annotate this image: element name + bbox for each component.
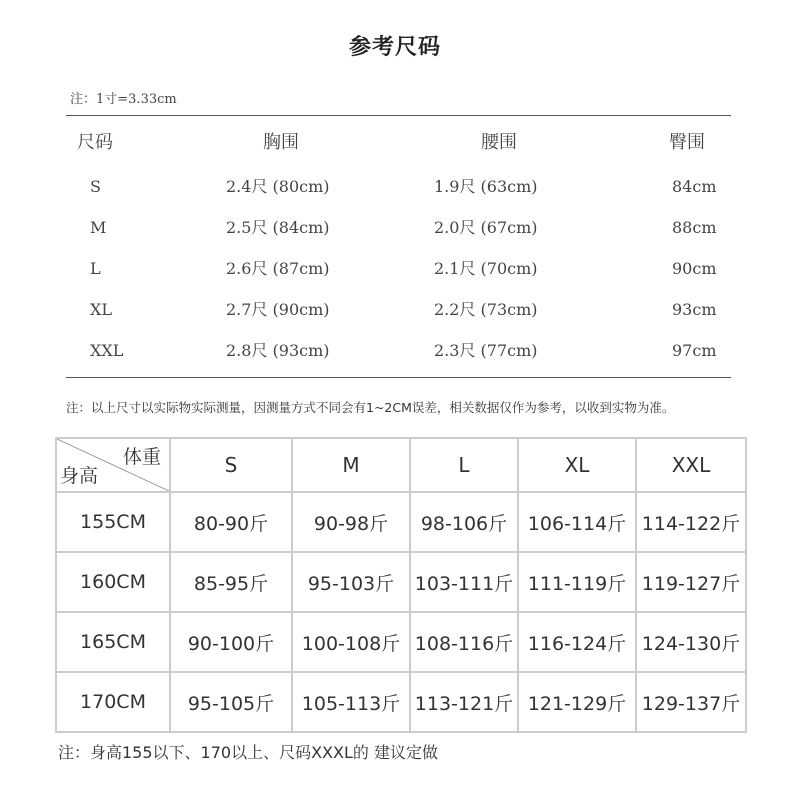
reference-row (66, 330, 731, 371)
height-label: 身高 (60, 465, 99, 487)
size-header-row (56, 438, 746, 492)
size-cell: L (90, 259, 101, 278)
unit-note: 注：1寸=3.33cm (70, 92, 177, 107)
height-cell: 165CM (56, 612, 170, 672)
weight-range-cell: 129-137斤 (636, 672, 746, 732)
size-cell: S (90, 177, 101, 196)
weight-range-cell: 90-98斤 (292, 492, 410, 552)
hip-cell: 90cm (672, 259, 717, 278)
chest-cell: 2.8尺 (93cm) (226, 341, 330, 360)
table-row (56, 492, 746, 552)
height-weight-size-table (55, 437, 747, 733)
size-header: M (292, 438, 410, 492)
height-cell: 155CM (56, 492, 170, 552)
weight-range-cell: 80-90斤 (170, 492, 292, 552)
waist-cell: 2.0尺 (67cm) (434, 218, 538, 237)
header-size: 尺码 (77, 132, 113, 153)
reference-row (66, 207, 731, 248)
hip-cell: 88cm (672, 218, 717, 237)
size-header: L (410, 438, 518, 492)
header-chest: 胸围 (263, 132, 299, 153)
weight-range-cell: 100-108斤 (292, 612, 410, 672)
waist-cell: 2.2尺 (73cm) (434, 300, 538, 319)
size-cell: XXL (90, 341, 124, 360)
chest-cell: 2.5尺 (84cm) (226, 218, 330, 237)
height-cell: 160CM (56, 552, 170, 612)
size-cell: XL (90, 300, 113, 319)
weight-range-cell: 103-111斤 (410, 552, 518, 612)
weight-range-cell: 95-105斤 (170, 672, 292, 732)
weight-range-cell: 106-114斤 (518, 492, 636, 552)
table-row (56, 672, 746, 732)
weight-range-cell: 111-119斤 (518, 552, 636, 612)
chest-cell: 2.6尺 (87cm) (226, 259, 330, 278)
page-title: 参考尺码 (348, 35, 441, 60)
weight-range-cell: 119-127斤 (636, 552, 746, 612)
hip-cell: 97cm (672, 341, 717, 360)
hip-cell: 84cm (672, 177, 717, 196)
table-row (56, 612, 746, 672)
weight-range-cell: 124-130斤 (636, 612, 746, 672)
size-cell: M (90, 218, 107, 237)
weight-range-cell: 121-129斤 (518, 672, 636, 732)
weight-range-cell: 113-121斤 (410, 672, 518, 732)
weight-label: 体重 (122, 446, 161, 468)
header-waist: 腰围 (481, 132, 517, 153)
header-hip: 臀围 (669, 132, 705, 153)
weight-range-cell: 105-113斤 (292, 672, 410, 732)
height-cell: 170CM (56, 672, 170, 732)
weight-range-cell: 116-124斤 (518, 612, 636, 672)
size-header: S (170, 438, 292, 492)
weight-range-cell: 108-116斤 (410, 612, 518, 672)
weight-range-cell: 98-106斤 (410, 492, 518, 552)
corner-cell (56, 438, 170, 492)
measurement-disclaimer: 注：以上尺寸以实际物实际测量，因测量方式不同会有1~2CM误差，相关数据仅作为参考，以收到实物为准。 (66, 400, 675, 415)
custom-order-footnote: 注：身高155以下、170以上、尺码XXXL的 建议定做 (58, 743, 438, 762)
waist-cell: 2.1尺 (70cm) (434, 259, 538, 278)
reference-row (66, 248, 731, 289)
reference-size-table (66, 120, 731, 371)
weight-range-cell: 85-95斤 (170, 552, 292, 612)
weight-range-cell: 114-122斤 (636, 492, 746, 552)
waist-cell: 2.3尺 (77cm) (434, 341, 538, 360)
reference-row (66, 166, 731, 207)
table-row (56, 552, 746, 612)
bottom-divider (66, 377, 731, 378)
weight-range-cell: 90-100斤 (170, 612, 292, 672)
hip-cell: 93cm (672, 300, 717, 319)
chest-cell: 2.4尺 (80cm) (226, 177, 330, 196)
reference-row (66, 289, 731, 330)
size-header: XXL (636, 438, 746, 492)
reference-header-row (66, 120, 731, 166)
weight-range-cell: 95-103斤 (292, 552, 410, 612)
chest-cell: 2.7尺 (90cm) (226, 300, 330, 319)
size-header: XL (518, 438, 636, 492)
waist-cell: 1.9尺 (63cm) (434, 177, 538, 196)
top-divider (66, 115, 731, 116)
